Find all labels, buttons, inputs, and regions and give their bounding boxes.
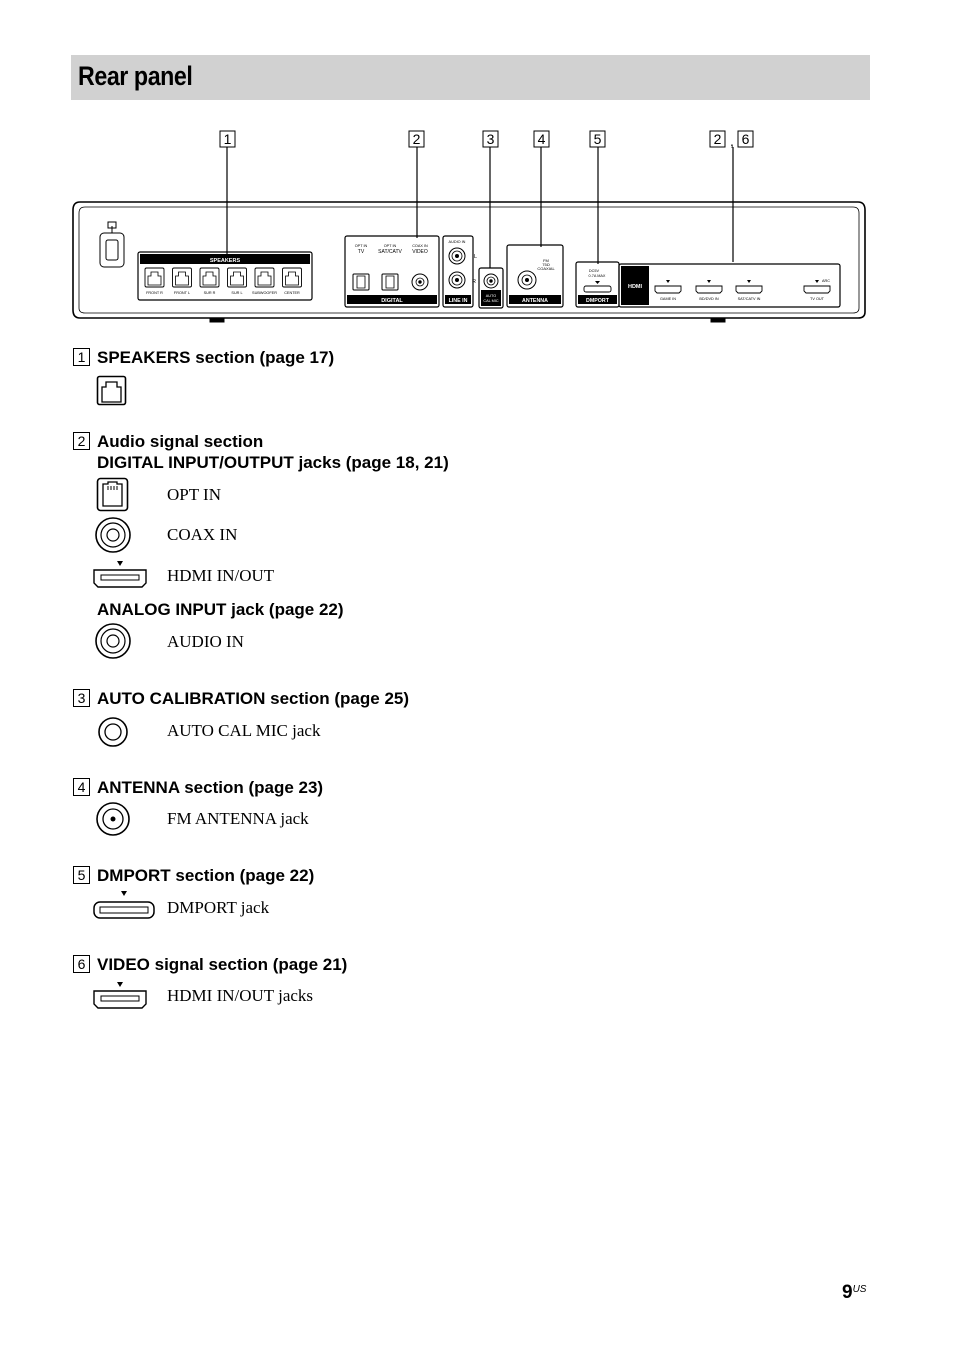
auto-cal-mic-label: AUTO CAL MIC jack (167, 721, 321, 740)
section-1-heading (73, 347, 334, 368)
fm-antenna-label: FM ANTENNA jack (167, 809, 309, 828)
svg-text:0.7A MAX: 0.7A MAX (588, 274, 606, 278)
svg-text:AUDIO IN: AUDIO IN (448, 240, 466, 244)
speaker-jack (200, 268, 219, 295)
section-2-heading: 2 Audio signal section (73, 431, 263, 452)
dmport-jack-icon (92, 889, 156, 921)
antenna-jack-icon (95, 801, 131, 837)
section-5-heading: 5 DMPORT section (page 22) (73, 865, 314, 886)
section-1-title: SPEAKERS section (page 17) (97, 348, 335, 367)
svg-text:DIGITAL: DIGITAL (381, 298, 403, 304)
svg-text:DC5V: DC5V (588, 269, 600, 273)
speaker-jack-label: FRONT R (146, 291, 163, 295)
callout-2b (710, 131, 734, 149)
svg-text:COAX IN: COAX IN (412, 244, 428, 248)
svg-text:L: L (474, 254, 478, 260)
svg-text:COAXIAL: COAXIAL (537, 266, 555, 271)
svg-text:VIDEO: VIDEO (412, 249, 428, 255)
svg-text:TV: TV (357, 249, 365, 255)
callout-5 (590, 131, 605, 147)
speaker-jack-label: CENTER (284, 291, 300, 295)
hdmi-block (619, 264, 840, 307)
hdmi-port (736, 280, 762, 301)
section-1-number: 1 (73, 348, 90, 366)
rear-panel-diagram (0, 0, 954, 340)
section-2-title: Audio signal section (97, 432, 264, 451)
coax-jack-icon (94, 516, 132, 554)
power-inlet (100, 222, 124, 267)
speaker-jack-label: SUR L (231, 291, 243, 295)
svg-text:SAT/CATV: SAT/CATV (378, 249, 402, 255)
hdmi-port-label: SAT/CATV IN (737, 297, 761, 301)
audio-in-jack-icon (94, 622, 132, 660)
speaker-jack-label: SUBWOOFER (252, 291, 277, 295)
antenna-block (507, 245, 563, 307)
section-6-heading: 6 VIDEO signal section (page 21) (73, 954, 347, 975)
svg-text:OPT IN: OPT IN (354, 244, 368, 248)
speaker-jack (173, 268, 192, 295)
callout-6 (738, 131, 753, 147)
section-4-title: ANTENNA section (page 23) (97, 778, 324, 797)
svg-text:LINE IN: LINE IN (448, 298, 468, 304)
svg-text:OPT IN: OPT IN (383, 244, 397, 248)
section-3-title: AUTO CALIBRATION section (page 25) (97, 689, 410, 708)
svg-text:DMPORT: DMPORT (586, 298, 609, 304)
optical-jack-icon (96, 477, 130, 513)
hdmi-jack-icon-2 (92, 980, 148, 1010)
svg-text:75Ω: 75Ω (542, 262, 550, 267)
svg-text:ANTENNA: ANTENNA (522, 298, 548, 304)
speaker-jack (252, 268, 277, 295)
callout-3 (483, 131, 498, 147)
svg-text:SPEAKERS: SPEAKERS (209, 258, 241, 264)
svg-text:AUTO: AUTO (485, 294, 497, 298)
mic-jack-icon (97, 716, 129, 748)
leader-lines (227, 147, 733, 268)
speaker-jack-icon (96, 375, 128, 407)
hdmi-jacks-label: HDMI IN/OUT jacks (167, 986, 314, 1005)
svg-text:4: 4 (537, 131, 546, 147)
dmport-block (576, 262, 619, 307)
speakers-block (138, 252, 312, 300)
hdmi-port (696, 280, 722, 301)
speaker-jack (228, 268, 247, 295)
svg-text:2: 2 (412, 131, 421, 147)
speaker-jack-label: SUR R (203, 291, 216, 295)
speaker-jack (283, 268, 302, 295)
line-in-block (443, 236, 477, 307)
digital-block (345, 236, 439, 307)
svg-text:ARC: ARC (821, 279, 831, 283)
callout-1 (220, 131, 235, 147)
dmport-label: DMPORT jack (167, 898, 270, 917)
hdmi-port-label: BD/DVD IN (699, 297, 719, 301)
section-4-heading: 4 ANTENNA section (page 23) (73, 777, 323, 798)
page-number: $9^{US}$ (842, 1282, 867, 1303)
section-3-heading: 3 AUTO CALIBRATION section (page 25) (73, 688, 409, 709)
hdmi-port (804, 280, 830, 301)
callout-2 (409, 131, 424, 147)
analog-input-heading: ANALOG INPUT jack (page 22) (97, 600, 344, 619)
svg-text:5: 5 (593, 131, 602, 147)
hdmi-port-label: TV OUT (810, 297, 824, 301)
section-2-subtitle: DIGITAL INPUT/OUTPUT jacks (page 18, 21) (97, 453, 449, 472)
svg-text:FM: FM (543, 258, 549, 263)
svg-text:,: , (730, 133, 734, 149)
hdmi-in-out-label: HDMI IN/OUT (167, 566, 275, 585)
audio-in-label: AUDIO IN (167, 632, 244, 651)
auto-cal-mic-block (479, 268, 503, 308)
coax-in-label: COAX IN (167, 525, 238, 544)
speaker-jack-label: FRONT L (173, 291, 191, 295)
svg-text:R: R (472, 279, 476, 285)
speaker-jack (145, 268, 164, 295)
page-title: Rear panel (78, 61, 193, 91)
callout-4 (534, 131, 549, 147)
hdmi-jack-icon (92, 559, 148, 589)
hdmi-port (655, 280, 681, 301)
svg-text:HDMI: HDMI (627, 284, 643, 290)
section-5-title: DMPORT section (page 22) (97, 866, 315, 885)
svg-text:CAL MIC: CAL MIC (483, 299, 499, 303)
opt-in-label: OPT IN (167, 485, 221, 504)
svg-text:6: 6 (741, 131, 750, 147)
hdmi-port-label: GAME IN (659, 297, 677, 301)
section-6-title: VIDEO signal section (page 21) (97, 955, 348, 974)
svg-text:2: 2 (713, 131, 722, 147)
svg-text:3: 3 (486, 131, 495, 147)
callout-1-text: 1 (223, 131, 232, 147)
